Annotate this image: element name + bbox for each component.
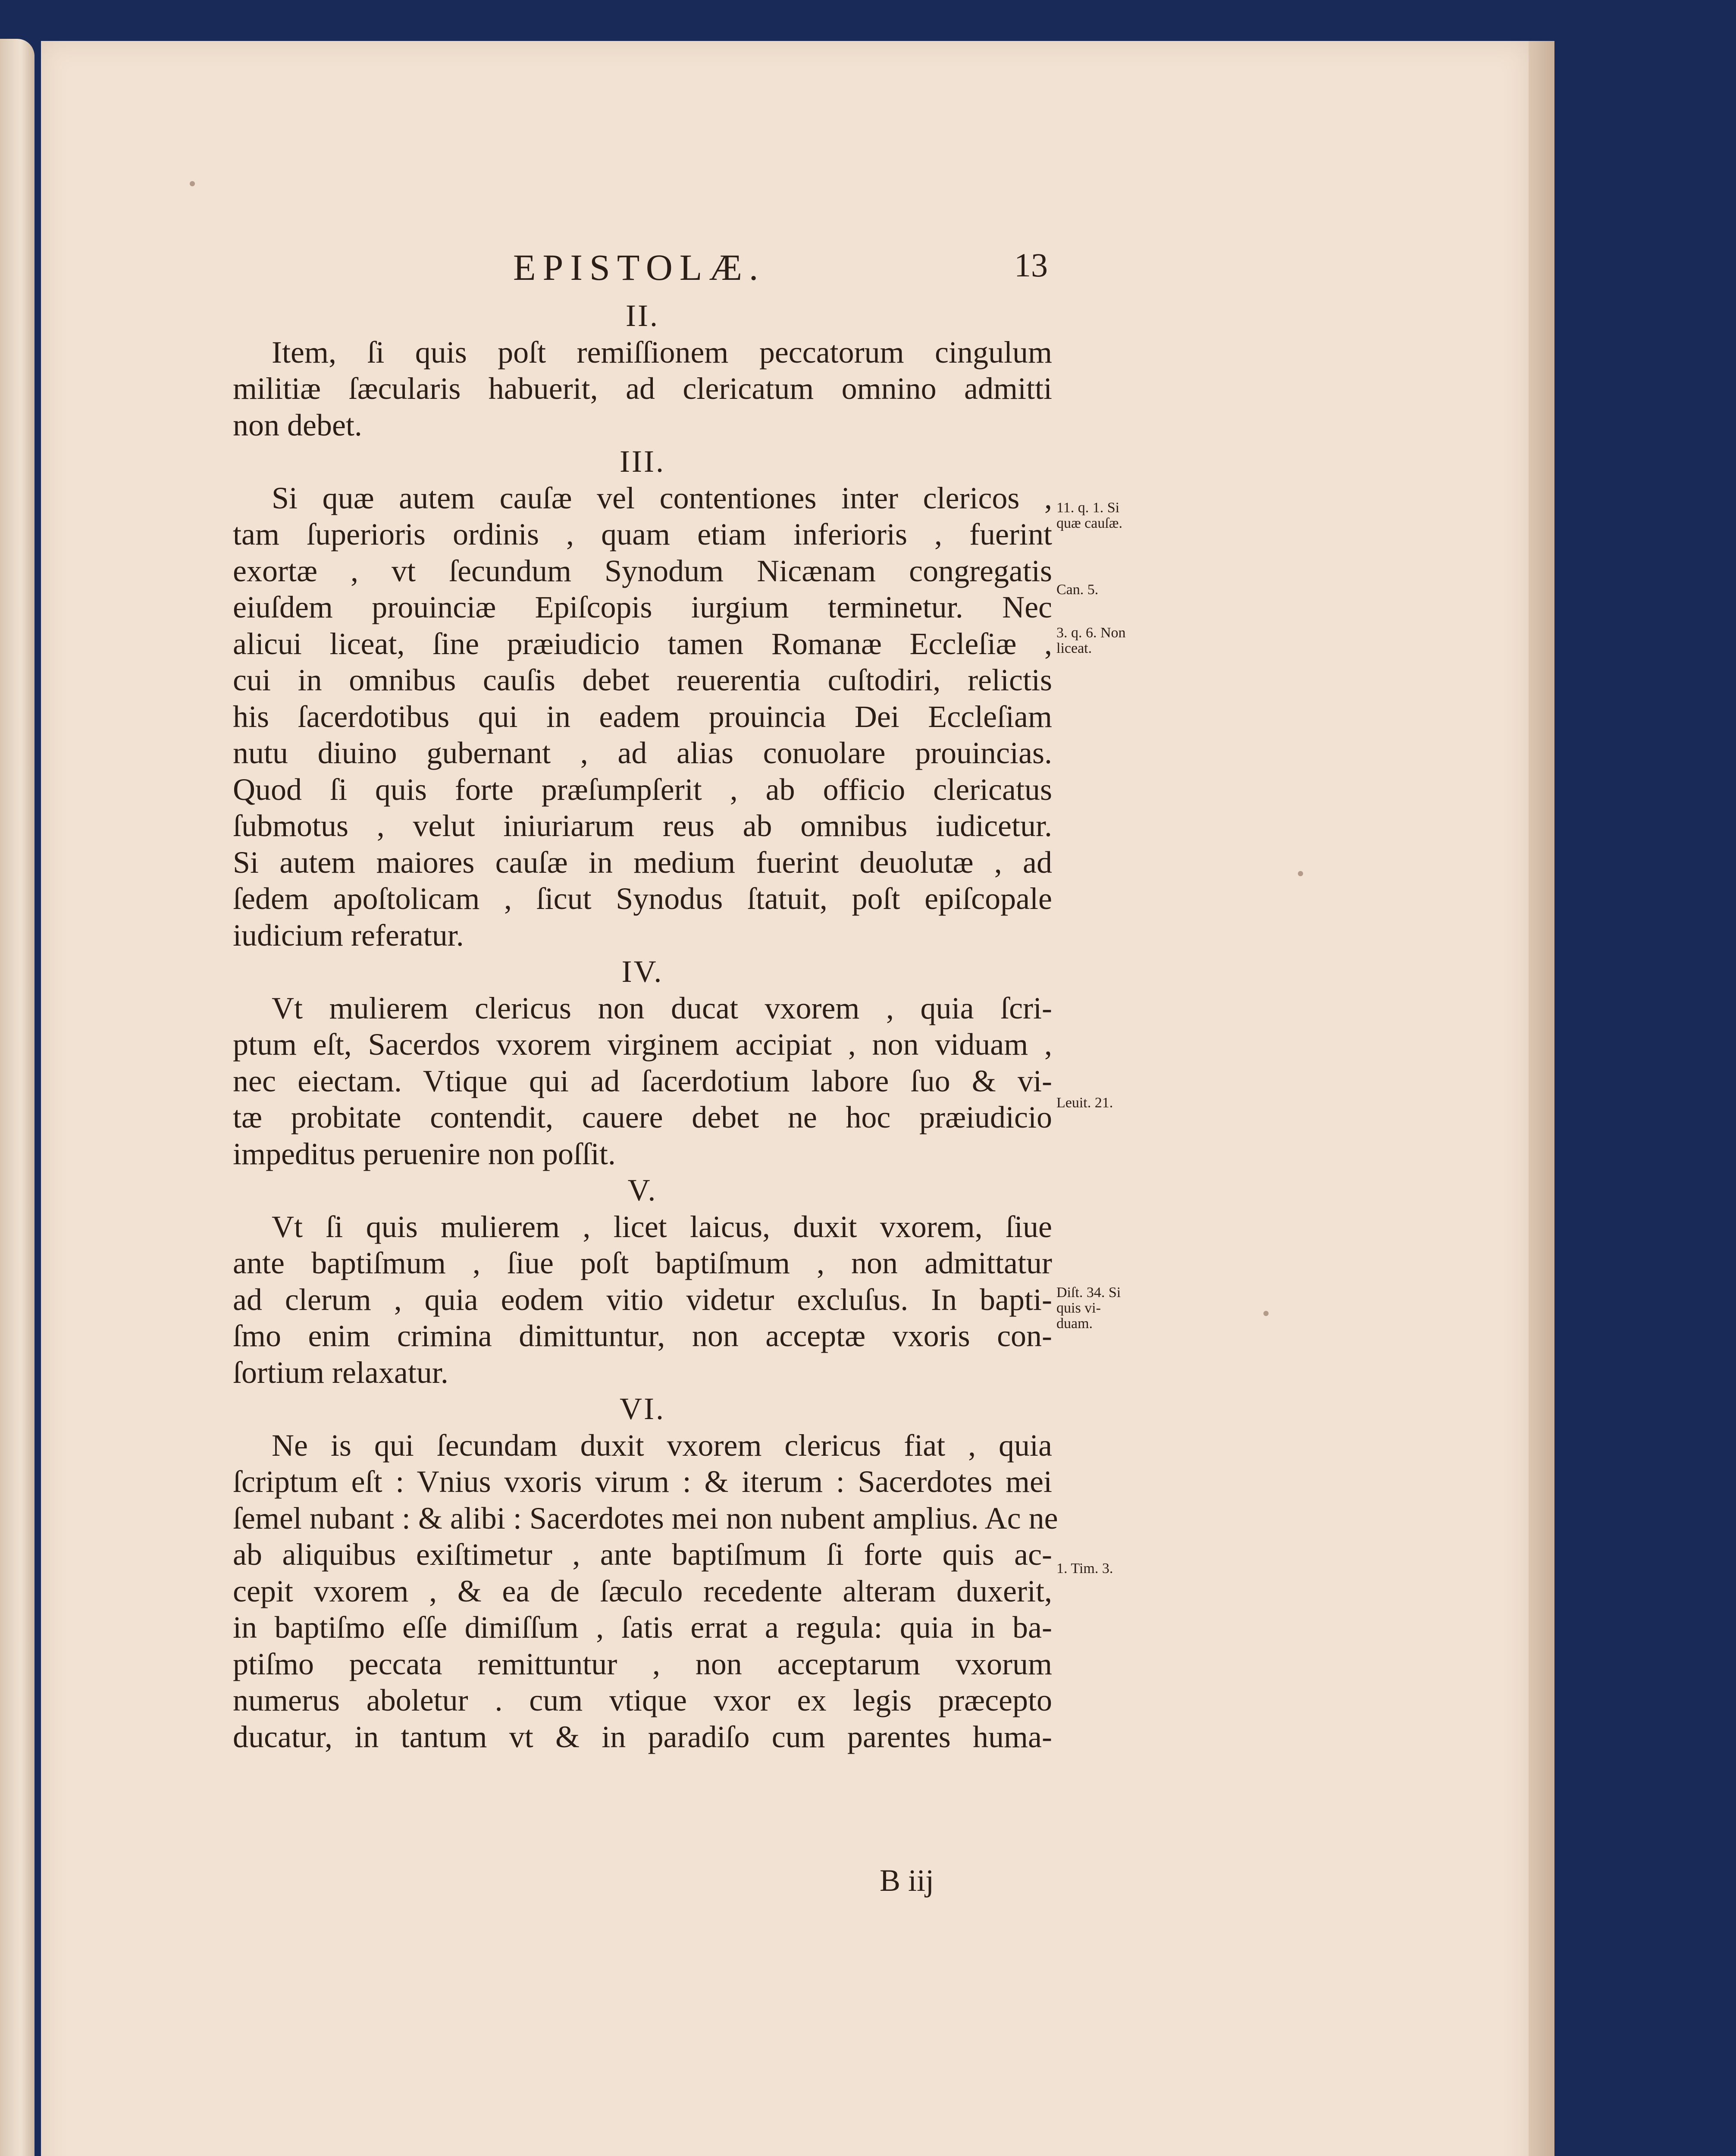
text-line: exortæ , vt ſecundum Synodum Nicænam congregatis (233, 553, 1052, 588)
marginal-note-line: 11. q. 1. Si (1056, 500, 1120, 516)
main-text (233, 298, 1058, 1755)
page-fore-edge (1529, 41, 1554, 2156)
marginal-note-line: quis vi- (1056, 1300, 1101, 1316)
marginal-note (1056, 582, 1098, 598)
text-line: ſemel nubant : & alibi : Sacerdotes mei non nubent amplius. Ac ne (233, 1501, 1058, 1536)
marginal-note (1056, 500, 1122, 531)
text-line: ante baptiſmum , ſiue poſt baptiſmum , non admittatur (233, 1246, 1052, 1280)
marginal-note (1056, 1095, 1113, 1111)
paragraph (233, 480, 1052, 954)
text-line: ab aliquibus exiſtimetur , ante baptiſmum ſi forte quis ac- (233, 1537, 1052, 1572)
text-line: ad clerum , quia eodem vitio videtur excluſus. In bapti- (233, 1282, 1052, 1317)
marginal-note-line: 3. q. 6. Non (1056, 625, 1126, 641)
text-line: impeditus peruenire non poſſit. (233, 1136, 616, 1171)
text-line: Ne is qui ſecundam duxit vxorem clericus fiat , quia (272, 1428, 1052, 1463)
text-line: ducatur, in tantum vt & in paradiſo cum parentes huma- (233, 1719, 1052, 1754)
text-line: cui in omnibus cauſis debet reuerentia cuſtodiri, relictis (233, 663, 1052, 697)
paragraph (233, 1209, 1052, 1391)
paragraph (233, 1427, 1058, 1755)
marginal-note-line: 1. Tim. 3. (1056, 1561, 1113, 1576)
text-line: iudicium referatur. (233, 918, 464, 953)
paper-spot (190, 181, 195, 186)
marginal-note-line: Leuit. 21. (1056, 1095, 1113, 1111)
signature-mark: B iij (880, 1863, 934, 1898)
text-line: nutu diuino gubernant , ad alias conuolare prouincias. (233, 736, 1052, 770)
text-line: Vt mulierem clericus non ducat vxorem , quia ſcri- (272, 990, 1052, 1025)
left-page-edge (0, 39, 34, 2156)
text-line: ſcriptum eſt : Vnius vxoris virum : & iterum : Sacerdotes mei (233, 1464, 1052, 1499)
paragraph (233, 990, 1052, 1172)
marginal-note (1056, 1285, 1121, 1332)
paragraph (233, 334, 1052, 444)
text-line: ſubmotus , velut iniuriarum reus ab omnibus iudicetur. (233, 808, 1052, 843)
section-heading: III. (620, 444, 665, 479)
text-line: ptiſmo peccata remittuntur , non acceptarum vxorum (233, 1646, 1052, 1681)
text-line: cepit vxorem , & ea de ſæculo recedente alteram duxerit, (233, 1573, 1052, 1608)
running-head: EPISTOLÆ. (513, 247, 765, 288)
text-line: ſortium relaxatur. (233, 1355, 448, 1390)
marginal-note-line: duam. (1056, 1316, 1093, 1332)
text-line: numerus aboletur . cum vtique vxor ex legis præcepto (233, 1683, 1052, 1717)
text-line: tam ſuperioris ordinis , quam etiam inferioris , fuerint (233, 517, 1052, 552)
marginal-note-line: Can. 5. (1056, 582, 1099, 598)
marginal-note-line: quæ cauſæ. (1056, 515, 1122, 531)
text-line: Si autem maiores cauſæ in medium fuerint deuolutæ , ad (233, 845, 1052, 880)
section-heading: V. (627, 1173, 658, 1207)
text-line: tæ probitate contendit, cauere debet ne hoc præiudicio (233, 1100, 1052, 1134)
page-number: 13 (1014, 246, 1048, 284)
page-header (513, 246, 1048, 289)
text-line: Si quæ autem cauſæ vel contentiones inter clericos , (272, 480, 1052, 515)
text-line: alicui liceat, ſine præiudicio tamen Romanæ Eccleſiæ , (233, 626, 1052, 661)
text-line: non debet. (233, 407, 362, 442)
text-line: ſedem apoſtolicam , ſicut Synodus ſtatuit, poſt epiſcopale (233, 881, 1052, 916)
section-heading: IV. (621, 954, 664, 989)
text-line: nec eiectam. Vtique qui ad ſacerdotium labore ſuo & vi- (233, 1063, 1052, 1098)
marginal-note (1056, 625, 1126, 656)
marginal-note-line: liceat. (1056, 640, 1092, 656)
paper-spot (1298, 871, 1303, 876)
marginal-note (1056, 1561, 1113, 1576)
text-line: Quod ſi quis forte præſumpſerit , ab officio clericatus (233, 772, 1052, 807)
text-line: ptum eſt, Sacerdos vxorem virginem accipiat , non viduam , (233, 1027, 1052, 1062)
marginal-note-line: Diſt. 34. Si (1056, 1285, 1121, 1300)
text-line: Item, ſi quis poſt remiſſionem peccatorum cingulum (272, 335, 1052, 370)
text-line: Vt ſi quis mulierem , licet laicus, duxit vxorem, ſiue (272, 1209, 1052, 1244)
text-line: ſmo enim crimina dimittuntur, non acceptæ vxoris con- (233, 1319, 1052, 1353)
marginal-notes (1056, 0, 1160, 2156)
section-heading: II. (626, 298, 659, 333)
text-line: in baptiſmo eſſe dimiſſum , ſatis errat a regula: quia in ba- (233, 1610, 1052, 1645)
text-line: his ſacerdotibus qui in eadem prouincia Dei Eccleſiam (233, 699, 1052, 734)
section-heading: VI. (620, 1391, 665, 1426)
text-line: militiæ ſæcularis habuerit, ad clericatum omnino admitti (233, 371, 1052, 406)
text-line: eiuſdem prouinciæ Epiſcopis iurgium terminetur. Nec (233, 590, 1052, 624)
paper-spot (1263, 1311, 1269, 1316)
